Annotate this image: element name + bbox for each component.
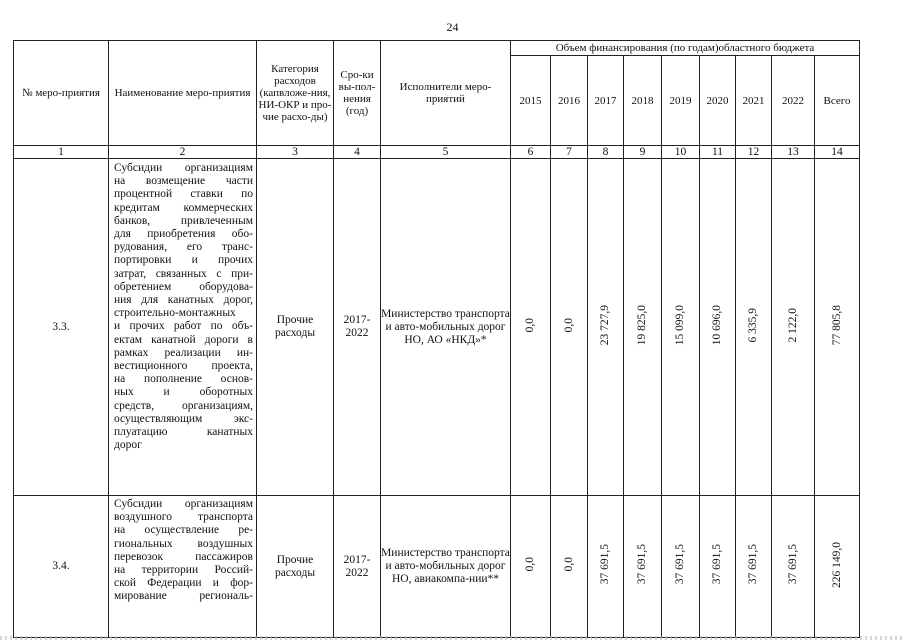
column-number: 13 xyxy=(772,146,815,159)
measure-name xyxy=(109,496,257,638)
name-line: мирование региональ- xyxy=(114,590,253,603)
page-number: 24 xyxy=(446,20,459,34)
value-text: 0,0 xyxy=(562,317,575,333)
value-text: 37 691,5 xyxy=(747,544,759,585)
value-2019 xyxy=(662,159,700,496)
measure-number: 3.3. xyxy=(14,159,109,496)
name-line: плуатацию канатных xyxy=(114,426,253,439)
value-2022 xyxy=(772,496,815,638)
value-text: 37 691,5 xyxy=(786,544,799,585)
expense-category: Прочие расходы xyxy=(257,496,334,638)
header-measure-number: № меро-приятия xyxy=(14,41,109,146)
header-measure-name: Наименование меро-приятия xyxy=(109,41,257,146)
executors: Министерство транспорта и авто-мобильных дорог НО, авиакомпа-нии** xyxy=(381,496,511,638)
name-line: процентной ставки по xyxy=(114,188,253,201)
name-line: дорог xyxy=(114,439,142,452)
name-line: ния для канатных дорог, xyxy=(114,294,253,307)
header-year: 2022 xyxy=(772,56,815,146)
name-line: банков, привлеченным xyxy=(114,214,253,227)
value-2015 xyxy=(511,159,551,496)
value-2021 xyxy=(736,496,772,638)
table-row xyxy=(14,159,860,496)
value-text: 37 691,5 xyxy=(636,544,648,585)
value-text: 37 691,5 xyxy=(674,544,686,585)
value-2020 xyxy=(700,159,736,496)
value-text: 37 691,5 xyxy=(599,544,611,585)
name-line: на пополнение основ- xyxy=(114,373,253,386)
column-number-row xyxy=(14,146,860,159)
value-2022 xyxy=(772,159,815,496)
header-funding-group: Объем финансирования (по годам)областного бюджета xyxy=(511,41,860,56)
name-line: обретением оборудова- xyxy=(114,280,253,293)
name-line: строительно-монтажных xyxy=(114,307,236,320)
value-text: 226 149,0 xyxy=(830,541,843,588)
name-line: ектам канатной дороги в xyxy=(114,333,253,346)
name-line: портировки и прочих xyxy=(114,254,253,267)
value-2016 xyxy=(551,496,588,638)
column-number: 9 xyxy=(624,146,662,159)
column-number: 7 xyxy=(551,146,588,159)
column-number: 8 xyxy=(588,146,624,159)
measure-name xyxy=(109,159,257,496)
column-number: 5 xyxy=(381,146,511,159)
column-number: 2 xyxy=(109,146,257,159)
header-year: 2021 xyxy=(736,56,772,146)
name-line: кредитам коммерческих xyxy=(114,201,253,214)
name-line: на территории Россий- xyxy=(114,564,253,577)
measure-number: 3.4. xyxy=(14,496,109,638)
value-text: 15 099,0 xyxy=(674,304,686,346)
name-line: затрат, связанных с при- xyxy=(114,267,253,280)
value-text: 37 691,5 xyxy=(711,544,723,585)
execution-period: 2017-2022 xyxy=(334,159,381,496)
header-period: Сро-ки вы-пол-нения (год) xyxy=(334,41,381,146)
value-2017 xyxy=(588,159,624,496)
value-total xyxy=(815,496,860,638)
column-number: 1 xyxy=(14,146,109,159)
name-line: осуществляющим экс- xyxy=(114,412,253,425)
executors: Министерство транспорта и авто-мобильных дорог НО, АО «НКД»* xyxy=(381,159,511,496)
value-text: 10 696,0 xyxy=(711,304,723,346)
name-line: Субсидии организациям xyxy=(114,162,253,174)
header-year: 2015 xyxy=(511,56,551,146)
name-line: ных и оборотных xyxy=(114,386,253,399)
table-row xyxy=(14,496,860,638)
value-2019 xyxy=(662,496,700,638)
value-2015 xyxy=(511,496,551,638)
header-year: 2018 xyxy=(624,56,662,146)
name-line: рудования, его транс- xyxy=(114,241,253,254)
column-number: 10 xyxy=(662,146,700,159)
column-number: 12 xyxy=(736,146,772,159)
header-expense-category: Категория расходов (капвложе-ния, НИ-ОКР и про-чие расхо-ды) xyxy=(257,41,334,146)
name-line: гиональных воздушных xyxy=(114,537,253,550)
name-line: Субсидии организациям xyxy=(114,498,253,510)
name-line: средств, организациям, xyxy=(114,399,253,412)
value-2018 xyxy=(624,496,662,638)
header-year: 2020 xyxy=(700,56,736,146)
expense-category: Прочие расходы xyxy=(257,159,334,496)
scan-edge xyxy=(0,636,905,640)
value-text: 77 805,8 xyxy=(830,304,843,346)
value-2020 xyxy=(700,496,736,638)
name-line: ской Федерации и фор- xyxy=(114,577,253,590)
column-number: 11 xyxy=(700,146,736,159)
name-line: воздушного транспорта xyxy=(114,511,253,524)
execution-period: 2017-2022 xyxy=(334,496,381,638)
column-number: 4 xyxy=(334,146,381,159)
value-2021 xyxy=(736,159,772,496)
value-text: 0,0 xyxy=(562,557,575,572)
value-text: 2 122,0 xyxy=(786,307,799,343)
name-line: для приобретения обо- xyxy=(114,228,253,241)
value-2016 xyxy=(551,159,588,496)
name-line: вестиционного проекта, xyxy=(114,360,253,373)
column-number: 3 xyxy=(257,146,334,159)
header-executors: Исполнители меро-приятий xyxy=(381,41,511,146)
header-year: 2017 xyxy=(588,56,624,146)
value-text: 23 727,9 xyxy=(599,304,611,346)
value-text: 0,0 xyxy=(524,317,536,333)
name-line: рамках реализации ин- xyxy=(114,346,253,359)
header-year: 2016 xyxy=(551,56,588,146)
column-number: 6 xyxy=(511,146,551,159)
name-line: на осуществление ре- xyxy=(114,524,253,537)
value-2018 xyxy=(624,159,662,496)
funding-table xyxy=(13,40,860,638)
value-total xyxy=(815,159,860,496)
column-number: 14 xyxy=(815,146,860,159)
value-text: 19 825,0 xyxy=(636,304,648,346)
header-total: Всего xyxy=(815,56,860,146)
name-line: на возмещение части xyxy=(114,175,253,188)
value-text: 0,0 xyxy=(524,557,536,572)
name-line: и прочих работ по объ- xyxy=(114,320,253,333)
name-line: перевозок пассажиров xyxy=(114,550,253,563)
value-2017 xyxy=(588,496,624,638)
value-text: 6 335,9 xyxy=(747,307,759,343)
header-year: 2019 xyxy=(662,56,700,146)
